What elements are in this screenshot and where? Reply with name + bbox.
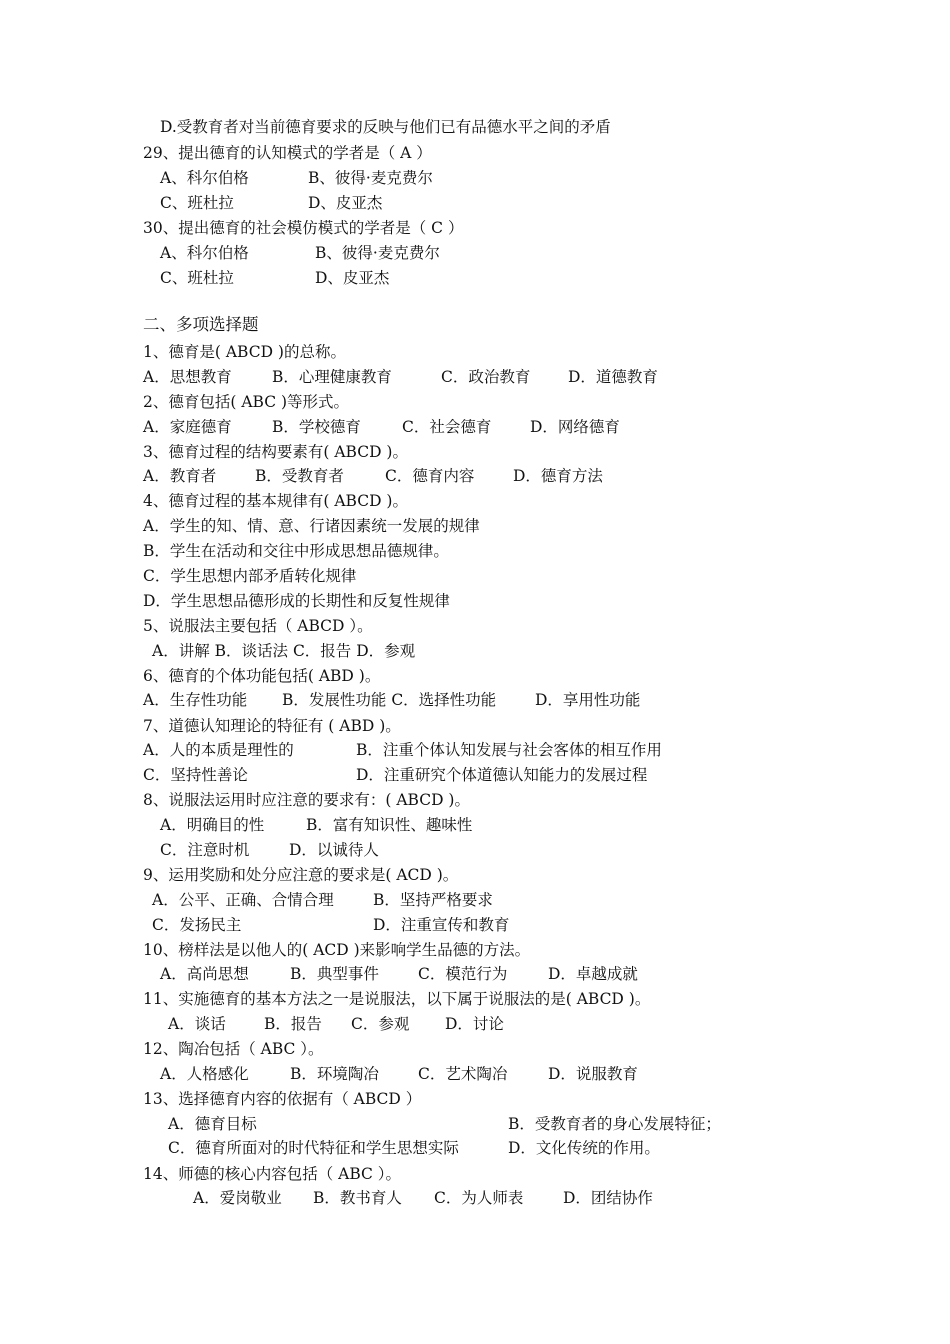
text-segment: 13、选择德育内容的依据有（ ABCD ） (143, 1090, 422, 1108)
text-segment: A．生存性功能 (143, 691, 248, 709)
text-segment: B．典型事件 (290, 965, 379, 983)
text-segment: 2、德育包括( ABC )等形式。 (143, 393, 350, 411)
text-segment: B．报告 (264, 1015, 322, 1033)
text-segment: C．为人师表 (434, 1189, 524, 1207)
text-segment: B．环境陶冶 (290, 1065, 379, 1083)
text-segment: B．富有知识性、趣味性 (306, 816, 473, 834)
text-segment: D、皮亚杰 (315, 269, 390, 287)
text-segment: A．家庭德育 (143, 418, 232, 436)
text-segment: D．注重研究个体道德认知能力的发展过程 (356, 766, 648, 784)
text-segment: A．思想教育 (143, 368, 232, 386)
text-segment: B．教书育人 (313, 1189, 402, 1207)
text-segment: D．注重宣传和教育 (373, 916, 510, 934)
text-segment: 30、提出德育的社会模仿模式的学者是（ C ） (143, 219, 464, 237)
text-segment: C．社会德育 (402, 418, 492, 436)
text-segment: C、班杜拉 (160, 269, 234, 287)
text-segment: A．爱岗敬业 (193, 1189, 282, 1207)
text-segment: B．受教育者的身心发展特征； (508, 1115, 721, 1133)
text-segment: 6、德育的个体功能包括( ABD )。 (143, 667, 381, 685)
text-segment: A．公平、正确、合情合理 (152, 891, 334, 909)
text-segment: A．教育者 (143, 467, 217, 485)
text-segment: 8、说服法运用时应注意的要求有：( ABCD )。 (143, 791, 470, 809)
text-segment: D．道德教育 (568, 368, 658, 386)
text-segment: C、班杜拉 (160, 194, 234, 212)
text-segment: C．参观 (351, 1015, 410, 1033)
text-segment: D．德育方法 (513, 467, 603, 485)
text-segment: D．学生思想品德形成的长期性和反复性规律 (143, 592, 450, 610)
text-segment: D．以诚待人 (289, 841, 379, 859)
text-segment: 1、德育是( ABCD )的总称。 (143, 343, 346, 361)
text-segment: A．谈话 (168, 1015, 226, 1033)
text-segment: C．模范行为 (418, 965, 508, 983)
text-segment: D.受教育者对当前德育要求的反映与他们已有品德水平之间的矛盾 (160, 118, 611, 136)
text-segment: B．发展性功能 C．选择性功能 (282, 691, 497, 709)
text-segment: A．人的本质是理性的 (143, 741, 294, 759)
text-segment: D、皮亚杰 (308, 194, 383, 212)
text-segment: A、科尔伯格 (160, 244, 249, 262)
text-segment: C．德育所面对的时代特征和学生思想实际 (168, 1139, 459, 1157)
text-segment: A．高尚思想 (160, 965, 249, 983)
text-segment: B．学校德育 (272, 418, 361, 436)
text-segment: B．注重个体认知发展与社会客体的相互作用 (356, 741, 662, 759)
text-segment: D．卓越成就 (548, 965, 638, 983)
text-segment: B、彼得·麦克费尔 (315, 244, 440, 262)
text-segment: C．政治教育 (441, 368, 531, 386)
text-segment: A．德育目标 (168, 1115, 257, 1133)
text-segment: D．文化传统的作用。 (508, 1139, 660, 1157)
text-segment: D．网络德育 (530, 418, 620, 436)
text-segment: C．发扬民主 (152, 916, 242, 934)
text-segment: 12、陶冶包括（ ABC ）。 (143, 1040, 324, 1058)
text-segment: C．注意时机 (160, 841, 250, 859)
text-segment: D．讨论 (445, 1015, 504, 1033)
text-segment: B、彼得·麦克费尔 (308, 169, 433, 187)
text-segment: D．享用性功能 (535, 691, 641, 709)
text-segment: 11、实施德育的基本方法之一是说服法，以下属于说服法的是( ABCD )。 (143, 990, 651, 1008)
text-segment: D．团结协作 (563, 1189, 653, 1207)
text-segment: C．艺术陶冶 (418, 1065, 508, 1083)
text-segment: 9、运用奖励和处分应注意的要求是( ACD )。 (143, 866, 459, 884)
text-segment: B．受教育者 (255, 467, 344, 485)
text-segment: C．学生思想内部矛盾转化规律 (143, 567, 357, 585)
text-segment: 5、说服法主要包括（ ABCD ）。 (143, 617, 373, 635)
text-segment: B．坚持严格要求 (373, 891, 493, 909)
text-segment: 10、榜样法是以他人的( ACD )来影响学生品德的方法。 (143, 941, 531, 959)
text-segment: 14、师德的核心内容包括（ ABC ）。 (143, 1165, 402, 1183)
text-segment: C．坚持性善论 (143, 766, 248, 784)
text-segment: 3、德育过程的结构要素有( ABCD )。 (143, 443, 408, 461)
text-segment: A．明确目的性 (160, 816, 265, 834)
text-segment: 29、提出德育的认知模式的学者是（ A ） (143, 144, 432, 162)
text-segment: 7、道德认知理论的特征有 ( ABD )。 (143, 717, 401, 735)
text-segment: C．德育内容 (385, 467, 475, 485)
text-segment: B．学生在活动和交往中形成思想品德规律。 (143, 542, 449, 560)
text-segment: A．学生的知、情、意、行诸因素统一发展的规律 (143, 517, 480, 535)
text-segment: B．心理健康教育 (272, 368, 392, 386)
text-segment: 二、多项选择题 (143, 315, 259, 334)
text-segment: D．说服教育 (548, 1065, 638, 1083)
text-segment: 4、德育过程的基本规律有( ABCD )。 (143, 492, 408, 510)
text-segment: A．人格感化 (160, 1065, 249, 1083)
text-segment: A．讲解 B．谈话法 C．报告 D．参观 (152, 642, 416, 660)
text-segment: A、科尔伯格 (160, 169, 249, 187)
